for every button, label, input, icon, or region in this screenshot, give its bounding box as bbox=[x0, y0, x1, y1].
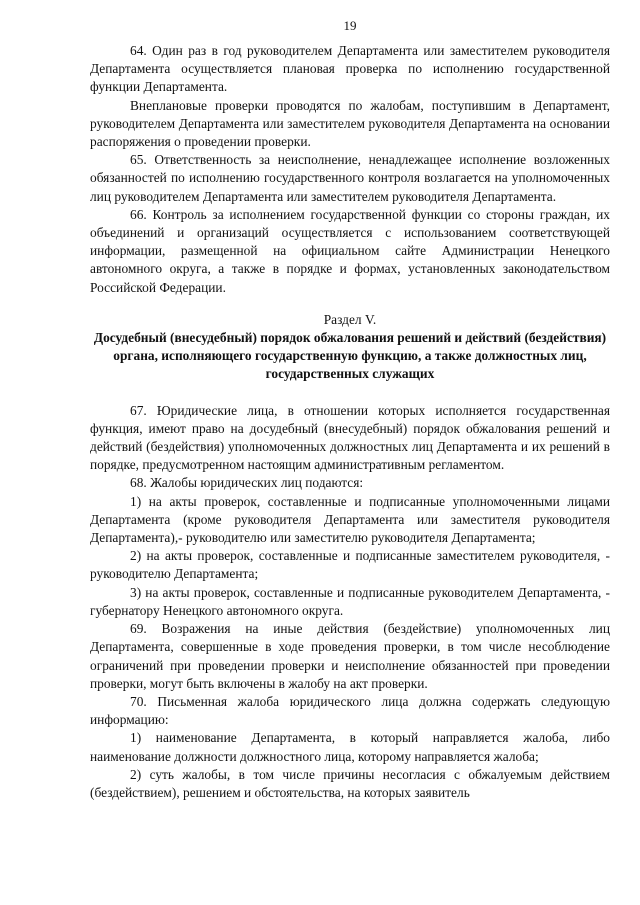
section-title: Раздел V. bbox=[323, 311, 377, 327]
paragraph-70-item-2: 2) суть жалобы, в том числе причины несогласия с обжалуемым действием (бездействием), решением и обстоятельства, на которых заявитель bbox=[90, 766, 610, 800]
paragraph-68-item-1: 1) на акты проверок, составленные и подписанные уполномоченными лицами Департамента (кроме руководителя Департамента или заместителя руководителя Департамента),- руководителю или заместителю руководителя Департамента; bbox=[90, 493, 610, 546]
paragraph-64: 64. Один раз в год руководителем Департамента или заместителем руководителя Департамента осуществляется плановая проверка по исполнению государственной функции Департамента. bbox=[90, 43, 610, 95]
paragraph-70-item-1: 1) наименование Департамента, в который направляется жалоба, либо наименование должности должностного лица, которому направляется жалоба; bbox=[90, 730, 610, 764]
paragraph-66: 66. Контроль за исполнением государственной функции со стороны граждан, их объединений и организаций осуществляется с использованием соответствующей информации, размещенной на официальном сайте Администрации Ненецкого автономного округа, а также в порядке и формах, установленных законодательством Российской Федерации. bbox=[90, 206, 610, 295]
section-heading: Досудебный (внесудебный) порядок обжалования решений и действий (бездействия) органа, исполняющего государственную функцию, а также должностных лиц, государственных служащих bbox=[93, 330, 607, 382]
section-spacer bbox=[90, 297, 610, 311]
paragraph-65: 65. Ответственность за неисполнение, ненадлежащее исполнение возложенных обязанностей по исполнению государственного контроля возлагается на уполномоченных лиц руководителем Департамента или заместителем руководителя Департамента. bbox=[90, 152, 610, 204]
paragraph-69: 69. Возражения на иные действия (бездействие) уполномоченных лиц Департамента, совершенные в ходе проведения проверки, в том числе несоблюдение ограничений при проведении проверки и неисполнение обязанностей при проведении проверки, могут быть включены в жалобу на акт проверки. bbox=[90, 621, 610, 691]
paragraph-68: 68. Жалобы юридических лиц подаются: bbox=[130, 475, 364, 491]
heading-spacer bbox=[90, 384, 610, 402]
paragraph-68-item-3: 3) на акты проверок, составленные и подписанные руководителем Департамента, - губернатору Ненецкого автономного округа. bbox=[90, 584, 610, 618]
document-body bbox=[90, 42, 610, 802]
paragraph-68-item-2: 2) на акты проверок, составленные и подписанные заместителем руководителя, - руководителю Департамента; bbox=[90, 548, 610, 582]
paragraph-unscheduled-inspections: Внеплановые проверки проводятся по жалобам, поступившим в Департамент, руководителем Департамента или заместителем руководителя Департамента на основании распоряжения о проведении проверки. bbox=[90, 97, 610, 150]
paragraph-70: 70. Письменная жалоба юридического лица должна содержать следующую информацию: bbox=[90, 693, 610, 728]
page-number: 19 bbox=[343, 18, 357, 33]
paragraph-67: 67. Юридические лица, в отношении которых исполняется государственная функция, имеют право на досудебный (внесудебный) порядок обжалования решений и действий (бездействия) уполномоченных должностных лиц Департамента и их решений в порядке, предусмотренном настоящим административным регламентом. bbox=[90, 402, 610, 473]
